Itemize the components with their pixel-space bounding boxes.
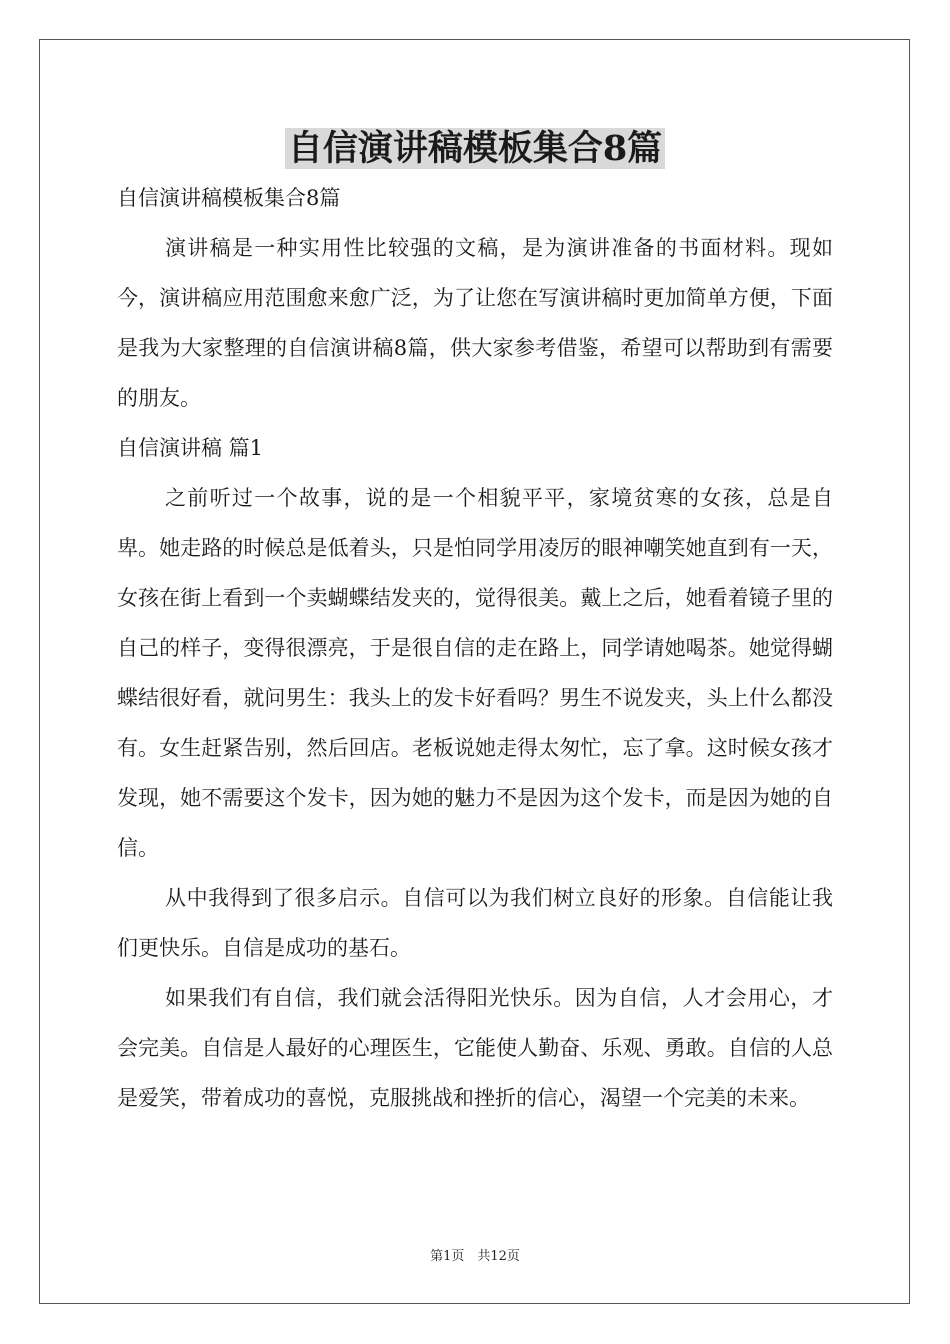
intro-paragraph: 演讲稿是一种实用性比较强的文稿，是为演讲准备的书面材料。现如今，演讲稿应用范围愈来愈广泛，为了让您在写演讲稿时更加简单方便，下面是我为大家整理的自信演讲稿8篇，供大家参考借鉴，希望可以帮助到有需要的朋友。 <box>117 236 833 410</box>
document-body <box>117 173 833 1123</box>
lesson-paragraph: 从中我得到了很多启示。自信可以为我们树立良好的形象。自信能让我们更快乐。自信是成功的基石。 <box>117 886 833 960</box>
document-title <box>0 124 950 174</box>
confidence-paragraph: 如果我们有自信，我们就会活得阳光快乐。因为自信，人才会用心，才会完美。自信是人最好的心理医生，它能使人勤奋、乐观、勇敢。自信的人总是爱笑，带着成功的喜悦，克服挑战和挫折的信心，渴望一个完美的未来。 <box>117 986 833 1110</box>
subtitle-line: 自信演讲稿模板集合8篇 <box>117 186 341 210</box>
page-number-footer: 第1页 共12页 <box>430 1249 520 1264</box>
section-heading: 自信演讲稿 篇1 <box>117 436 264 460</box>
story-paragraph: 之前听过一个故事，说的是一个相貌平平，家境贫寒的女孩，总是自卑。她走路的时候总是低着头，只是怕同学用凌厉的眼神嘲笑她直到有一天，女孩在街上看到一个卖蝴蝶结发夹的，觉得很美。戴上之后，她看着镜子里的自己的样子，变得很漂亮，于是很自信的走在路上，同学请她喝茶。她觉得蝴蝶结很好看，就问男生：我头上的发卡好看吗？男生不说发夹，头上什么都没有。女生赶紧告别，然后回店。老板说她走得太匆忙，忘了拿。这时候女孩才发现，她不需要这个发卡，因为她的魅力不是因为这个发卡，而是因为她的自信。 <box>117 486 833 860</box>
document-title-text: 自信演讲稿模板集合8篇 <box>285 128 665 169</box>
